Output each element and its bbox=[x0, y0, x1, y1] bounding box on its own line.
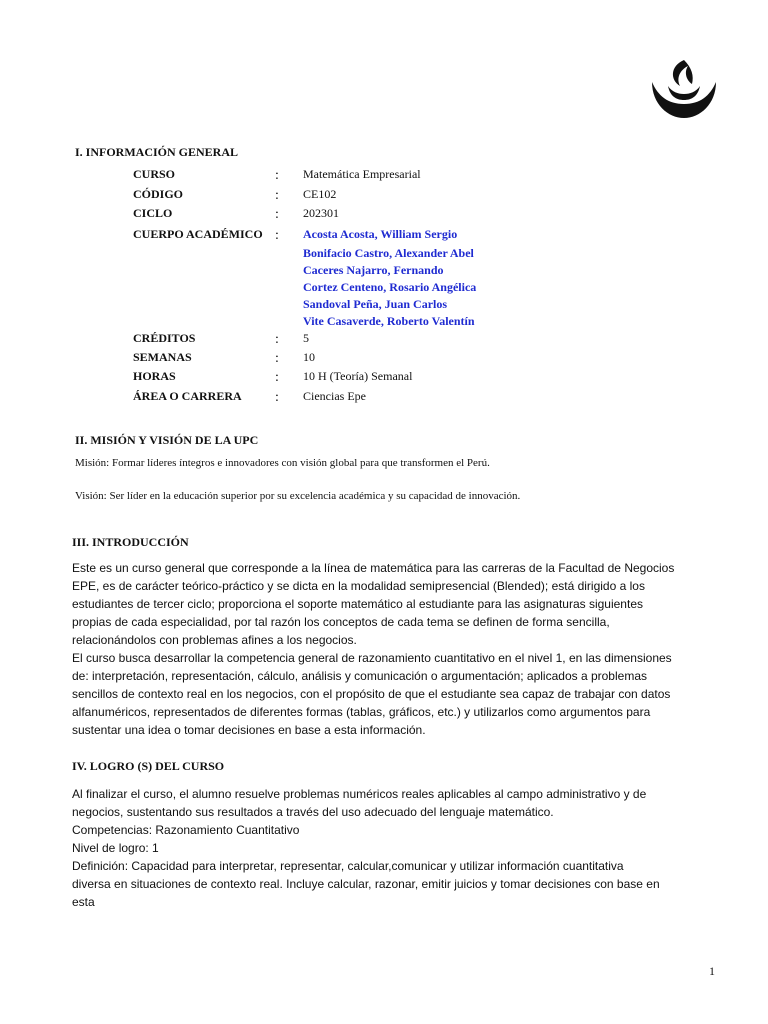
faculty-member: Vite Casaverde, Roberto Valentín bbox=[303, 314, 475, 328]
faculty-member: Acosta Acosta, William Sergio bbox=[303, 227, 458, 241]
faculty-member: Cortez Centeno, Rosario Angélica bbox=[303, 280, 477, 294]
section-heading-mission-vision: II. MISIÓN Y VISIÓN DE LA UPC bbox=[75, 433, 259, 447]
text-line: sustentar una idea o tomar decisiones en base a esta información. bbox=[72, 723, 426, 737]
faculty-member: Caceres Najarro, Fernando bbox=[303, 263, 444, 277]
achievement-paragraph bbox=[72, 785, 682, 911]
cuerpo-academico-label: CUERPO ACADÉMICO bbox=[133, 227, 263, 241]
text-line: Este es un curso general que corresponde a la línea de matemática para las carreras de la Facultad de Negocios bbox=[72, 561, 675, 575]
text-line: Definición: Capacidad para interpretar, representar, calcular,comunicar y utilizar información cuantitativa bbox=[72, 859, 624, 873]
colon: : bbox=[275, 390, 279, 405]
section-heading-intro: III. INTRODUCCIÓN bbox=[72, 535, 189, 549]
faculty-member: Sandoval Peña, Juan Carlos bbox=[303, 297, 448, 311]
area-carrera-value: Ciencias Epe bbox=[303, 389, 366, 403]
upc-logo-icon bbox=[648, 56, 720, 120]
horas-label: HORAS bbox=[133, 369, 176, 383]
colon: : bbox=[275, 188, 279, 203]
colon: : bbox=[275, 228, 279, 243]
text-line: sencillos de contexto real en los negocios, con el propósito de que el estudiante sea capaz de trabajar con datos bbox=[72, 687, 671, 701]
codigo-value: CE102 bbox=[303, 187, 337, 201]
text-line: de: interpretación, representación, cálculo, análisis y comunicación o argumentación; aplicados a problemas bbox=[72, 669, 647, 683]
area-carrera-label: ÁREA O CARRERA bbox=[133, 389, 242, 403]
text-line: estudiantes de tercer ciclo; proporciona el soporte matemático al estudiante para las asignaturas siguientes bbox=[72, 597, 643, 611]
vision-text: Visión: Ser líder en la educación superior por su excelencia académica y su capacidad de innovación. bbox=[75, 490, 521, 502]
faculty-member: Bonifacio Castro, Alexander Abel bbox=[303, 246, 474, 260]
horas-value: 10 H (Teoría) Semanal bbox=[303, 369, 413, 383]
section-heading-general: I. INFORMACIÓN GENERAL bbox=[75, 145, 239, 159]
colon: : bbox=[275, 370, 279, 385]
text-line: propias de cada especialidad, por tal razón los conceptos de cada tema se definen de forma sencilla, bbox=[72, 615, 610, 629]
creditos-label: CRÉDITOS bbox=[133, 331, 196, 345]
ciclo-value: 202301 bbox=[303, 206, 339, 220]
colon: : bbox=[275, 332, 279, 347]
mission-text: Misión: Formar líderes íntegros e innovadores con visión global para que transformen el Perú. bbox=[75, 457, 490, 469]
colon: : bbox=[275, 207, 279, 222]
curso-label: CURSO bbox=[133, 167, 176, 181]
text-line: esta bbox=[72, 895, 95, 909]
creditos-value: 5 bbox=[303, 331, 309, 345]
section-heading-achievement: IV. LOGRO (S) DEL CURSO bbox=[72, 759, 225, 773]
text-line: relacionándolos con problemas afines a los negocios. bbox=[72, 633, 357, 647]
text-line: EPE, es de carácter teórico-práctico y se dicta en la modalidad semipresencial (Blended); está dirigido a los bbox=[72, 579, 645, 593]
ciclo-label: CICLO bbox=[133, 206, 173, 220]
text-line: Nivel de logro: 1 bbox=[72, 841, 159, 855]
colon: : bbox=[275, 351, 279, 366]
curso-value: Matemática Empresarial bbox=[303, 167, 421, 181]
semanas-value: 10 bbox=[303, 350, 315, 364]
text-line: negocios, sustentando sus resultados a través del uso adecuado del lenguaje matemático. bbox=[72, 805, 554, 819]
codigo-label: CÓDIGO bbox=[133, 187, 184, 201]
colon: : bbox=[275, 168, 279, 183]
text-line: Al finalizar el curso, el alumno resuelve problemas numéricos reales aplicables al campo administrativo y de bbox=[72, 787, 647, 801]
text-line: El curso busca desarrollar la competencia general de razonamiento cuantitativo en el nivel 1, en las dimensiones bbox=[72, 651, 672, 665]
text-line: alfanuméricos, representados de diferentes formas (tablas, gráficos, etc.) y utilizarlos como argumentos para bbox=[72, 705, 651, 719]
text-line: Competencias: Razonamiento Cuantitativo bbox=[72, 823, 300, 837]
text-line: diversa en situaciones de contexto real. Incluye calcular, razonar, emitir juicios y tomar decisiones con base en bbox=[72, 877, 660, 891]
intro-paragraph bbox=[72, 559, 682, 739]
semanas-label: SEMANAS bbox=[133, 350, 192, 364]
page-number: 1 bbox=[709, 964, 715, 978]
